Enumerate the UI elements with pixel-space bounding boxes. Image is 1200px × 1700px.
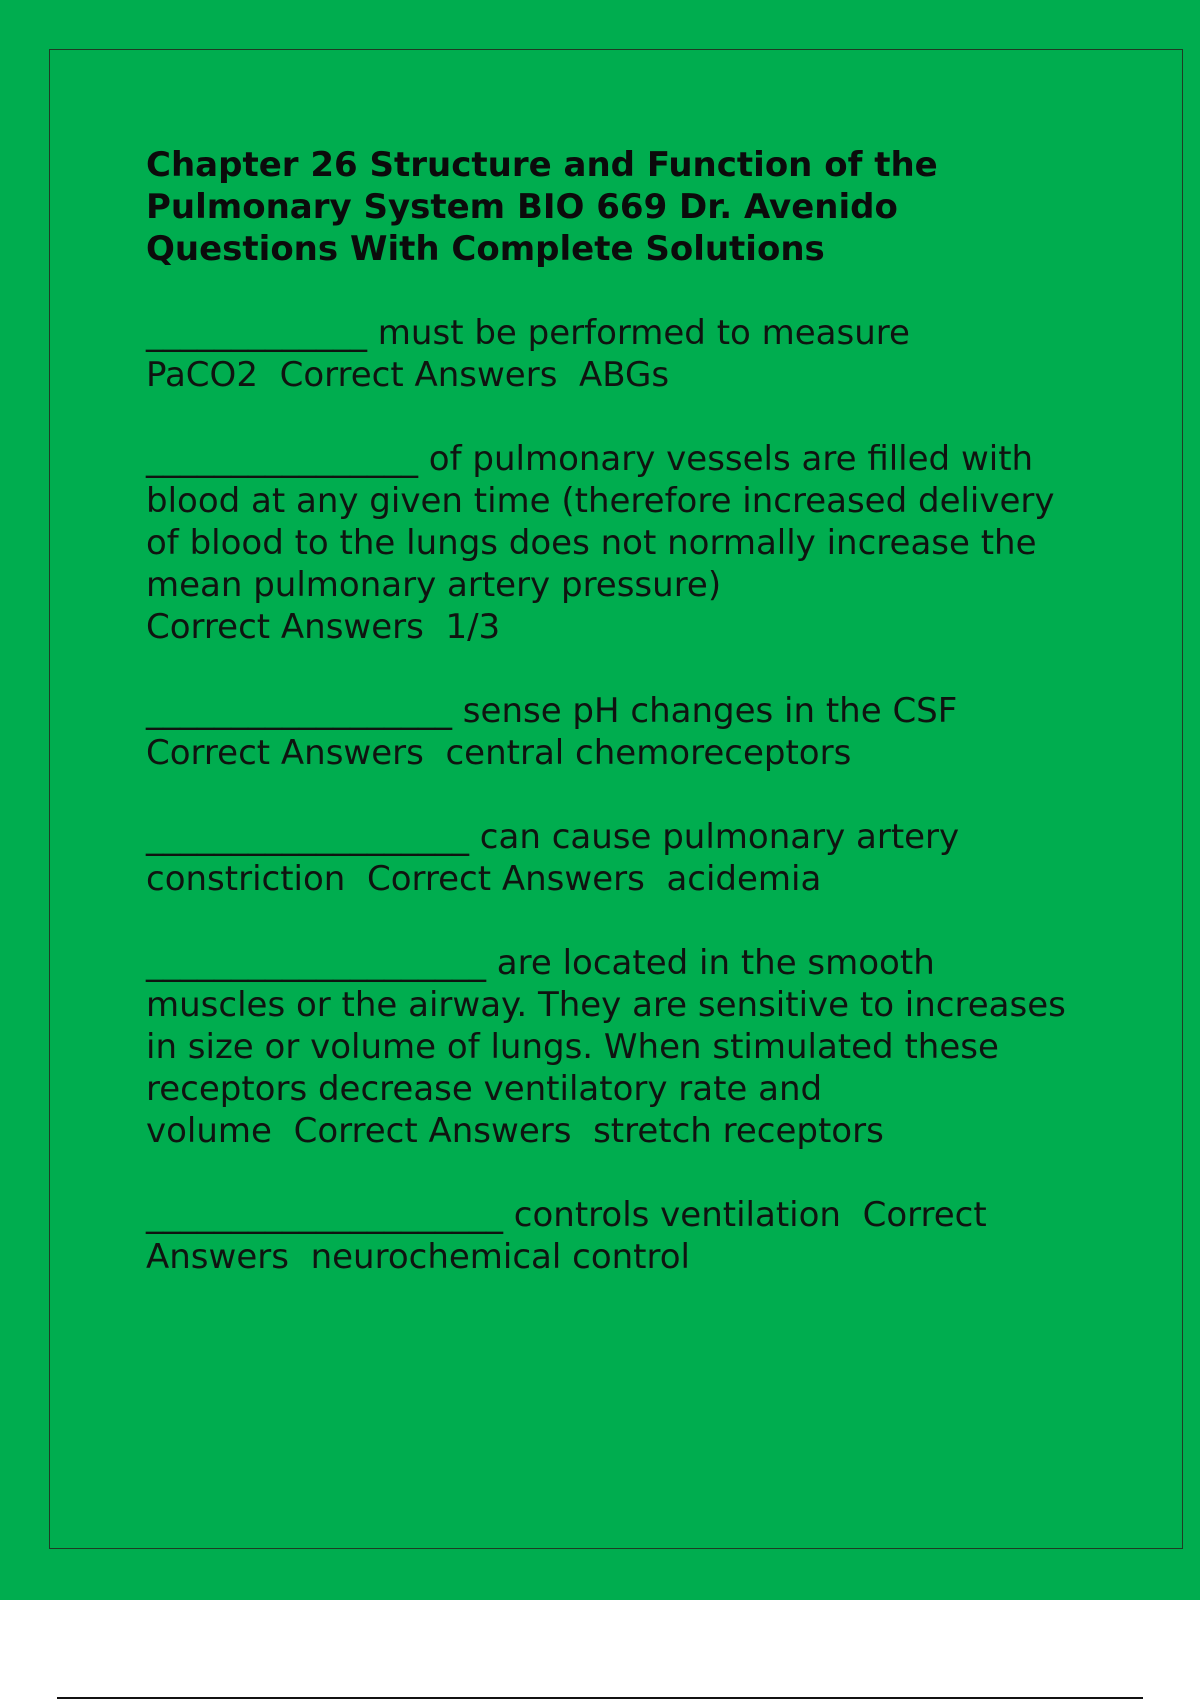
document-body [146, 144, 1076, 1278]
answer-blank: ________________ [146, 439, 418, 479]
question-text: sense pH changes in the CSF [452, 691, 958, 731]
question-text: must be performed to measure PaCO2 [146, 313, 910, 395]
answer-text: acidemia [666, 859, 822, 899]
answer-blank: ___________________ [146, 817, 469, 857]
answer-blank: ____________________ [146, 943, 486, 983]
answer-text: 1/3 [445, 607, 501, 647]
qa-item [146, 438, 1076, 648]
qa-item [146, 1194, 1076, 1278]
answer-text: ABGs [579, 355, 670, 395]
qa-item [146, 690, 1076, 774]
qa-item [146, 816, 1076, 900]
answer-label: Correct Answers [279, 355, 558, 395]
answer-text: neurochemical control [310, 1237, 690, 1277]
question-text: can cause pulmonary artery constriction [146, 817, 960, 899]
question-text: controls ventilation [503, 1195, 841, 1235]
qa-item [146, 942, 1076, 1152]
qa-item [146, 312, 1076, 396]
answer-label: Correct Answers [366, 859, 645, 899]
question-text: are located in the smooth muscles or the airway. They are sensitive to increases in size or volume of lungs. When stimulated these receptors decrease ventilatory rate and volume [146, 943, 1066, 1151]
answer-text: central chemoreceptors [445, 733, 852, 773]
answer-text: stretch receptors [593, 1111, 884, 1151]
document-title: Chapter 26 Structure and Function of the Pulmonary System BIO 669 Dr. Avenido Questions With Complete Solutions [146, 145, 938, 269]
answer-label: Correct Answers [293, 1111, 572, 1151]
answer-label: Correct Answers [146, 733, 424, 773]
question-text: of pulmonary vessels are filled with blood at any given time (therefore increased delivery of blood to the lungs does not normally increase the mean pulmonary artery pressure) [146, 439, 1055, 605]
answer-label: Correct Answers [146, 1195, 987, 1277]
answer-blank: _____________ [146, 313, 367, 353]
answer-label: Correct Answers [146, 607, 424, 647]
answer-blank: _____________________ [146, 1195, 503, 1235]
answer-blank: __________________ [146, 691, 452, 731]
bottom-divider [57, 1697, 1143, 1699]
